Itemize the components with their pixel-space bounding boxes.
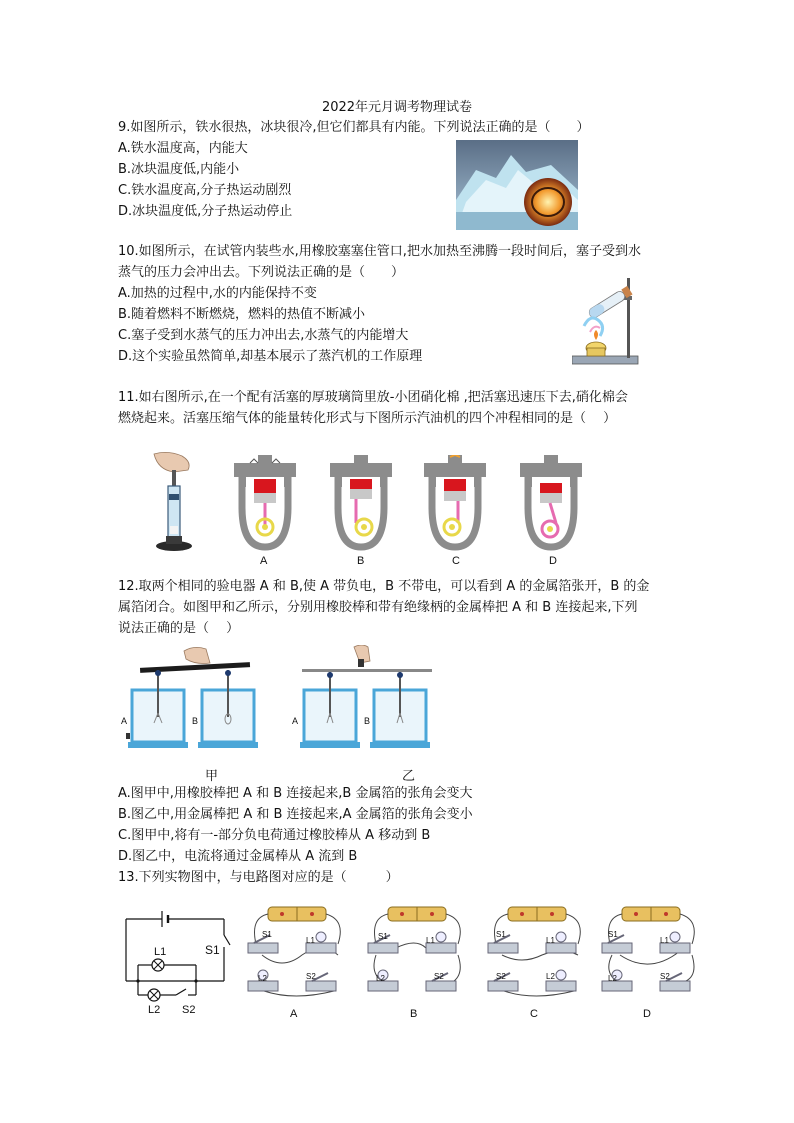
- q12-figure-yi: [292, 645, 442, 757]
- q9-ice-iron-photo: [456, 140, 578, 230]
- q13-board-b: [366, 903, 470, 1003]
- q11-label-b: B: [357, 555, 365, 567]
- q10-stem-line1: 10.如图所示，在试管内装些水,用橡胶塞塞住管口,把水加热至沸腾一段时间后，塞子受到水: [118, 244, 641, 259]
- q11-piston-cylinder: [148, 450, 200, 554]
- q13-board-d-s2: S2: [660, 972, 670, 981]
- q11-stem-line1: 11.如右图所示,在一个配有活塞的厚玻璃筒里放-小团硝化棉 ,把活塞迅速压下去,硝化棉会: [118, 390, 628, 405]
- q12-figure-label-jia: 甲: [205, 769, 219, 784]
- q12-option-a: A.图甲中,用橡胶棒把 A 和 B 连接起来,B 金属箔的张角会变大: [118, 786, 473, 801]
- q11-engine-d: [516, 455, 586, 551]
- q13-board-a-s2: S2: [306, 972, 316, 981]
- q10-test-tube-apparatus: [572, 270, 652, 366]
- q13-label-d: D: [643, 1008, 651, 1020]
- q13-board-b-s2: S2: [434, 972, 444, 981]
- q12-option-d: D.图乙中，电流将通过金属棒从 A 流到 B: [118, 849, 358, 864]
- q13-label-b: B: [410, 1008, 418, 1020]
- q10-option-c: C.塞子受到水蒸气的压力冲出去,水蒸气的内能增大: [118, 328, 409, 343]
- q10-option-b: B.随着燃料不断燃烧，燃料的热值不断减小: [118, 307, 366, 322]
- q13-board-a-l2: L2: [258, 974, 267, 983]
- q9-option-d: D.冰块温度低,分子热运动停止: [118, 204, 293, 219]
- q11-engine-a: [230, 455, 300, 551]
- q11-engine-b: [326, 455, 396, 551]
- q13-circuit-label-s2: S2: [182, 1004, 196, 1016]
- q13-board-c-s1: S1: [496, 930, 506, 939]
- q13-board-c-l1: L1: [546, 936, 555, 945]
- q11-label-a: A: [260, 555, 268, 567]
- q13-board-d-l1: L1: [660, 936, 669, 945]
- q12-stem-line1: 12.取两个相同的验电器 A 和 B,使 A 带负电，B 不带电，可以看到 A 的金属箔张开，B 的金: [118, 579, 650, 594]
- exam-title: 2022年元月调考物理试卷: [321, 100, 473, 115]
- q13-board-c-l2: L2: [546, 972, 555, 981]
- q13-board-a-l1: L1: [306, 936, 315, 945]
- q12-stem-line3: 说法正确的是（ ）: [118, 621, 240, 636]
- q11-stem-line2: 燃烧起来。活塞压缩气体的能量转化形式与下图所示汽油机的四个冲程相同的是（ ）: [118, 411, 617, 426]
- q11-label-c: C: [452, 555, 460, 567]
- q12-option-c: C.图甲中,将有一-部分负电荷通过橡胶棒从 A 移动到 B: [118, 828, 431, 843]
- q13-circuit-diagram: [118, 905, 238, 1005]
- q13-circuit-label-l2: L2: [148, 1004, 161, 1016]
- q11-engine-c: [420, 455, 490, 551]
- q10-stem-line2: 蒸气的压力会冲出去。下列说法正确的是（ ）: [118, 265, 405, 280]
- q10-option-d: D.这个实验虽然简单,却基本展示了蒸汽机的工作原理: [118, 349, 423, 364]
- q12-option-b: B.图乙中,用金属棒把 A 和 B 连接起来,A 金属箔的张角会变小: [118, 807, 473, 822]
- q13-board-b-s1: S1: [378, 932, 388, 941]
- q12-yi-label-a: A: [292, 716, 299, 726]
- q10-option-a: A.加热的过程中,水的内能保持不变: [118, 286, 317, 301]
- q12-figure-jia: [120, 645, 270, 757]
- q12-jia-label-b: B: [192, 716, 199, 726]
- q12-stem-line2: 属箔闭合。如图甲和乙所示，分别用橡胶棒和带有绝缘柄的金属棒把 A 和 B 连接起来,下列: [118, 600, 638, 615]
- q9-option-a: A.铁水温度高，内能大: [118, 141, 248, 156]
- q13-board-d-l2: L2: [608, 974, 617, 983]
- q13-board-d: [600, 903, 704, 1003]
- q13-label-c: C: [530, 1008, 538, 1020]
- q13-board-c-s2: S2: [496, 972, 506, 981]
- q11-label-d: D: [549, 555, 557, 567]
- q13-board-b-l1: L1: [426, 936, 435, 945]
- q12-figure-label-yi: 乙: [402, 769, 416, 784]
- q13-circuit-label-l1: L1: [154, 946, 167, 958]
- q13-board-d-s1: S1: [608, 930, 618, 939]
- q13-label-a: A: [290, 1008, 298, 1020]
- q13-board-b-l2: L2: [376, 974, 385, 983]
- q13-circuit-label-s1: S1: [205, 943, 220, 957]
- q13-board-c: [486, 903, 590, 1003]
- q12-jia-label-a: A: [121, 716, 128, 726]
- q13-board-a: [246, 903, 350, 1003]
- q13-board-a-s1: S1: [262, 930, 272, 939]
- q9-option-c: C.铁水温度高,分子热运动剧烈: [118, 183, 292, 198]
- q9-stem: 9.如图所示，铁水很热，冰块很冷,但它们都具有内能。下列说法正确的是（ ）: [118, 120, 590, 135]
- q12-yi-label-b: B: [364, 716, 371, 726]
- q13-stem: 13.下列实物图中，与电路图对应的是（ ）: [118, 870, 399, 885]
- q9-option-b: B.冰块温度低,内能小: [118, 162, 240, 177]
